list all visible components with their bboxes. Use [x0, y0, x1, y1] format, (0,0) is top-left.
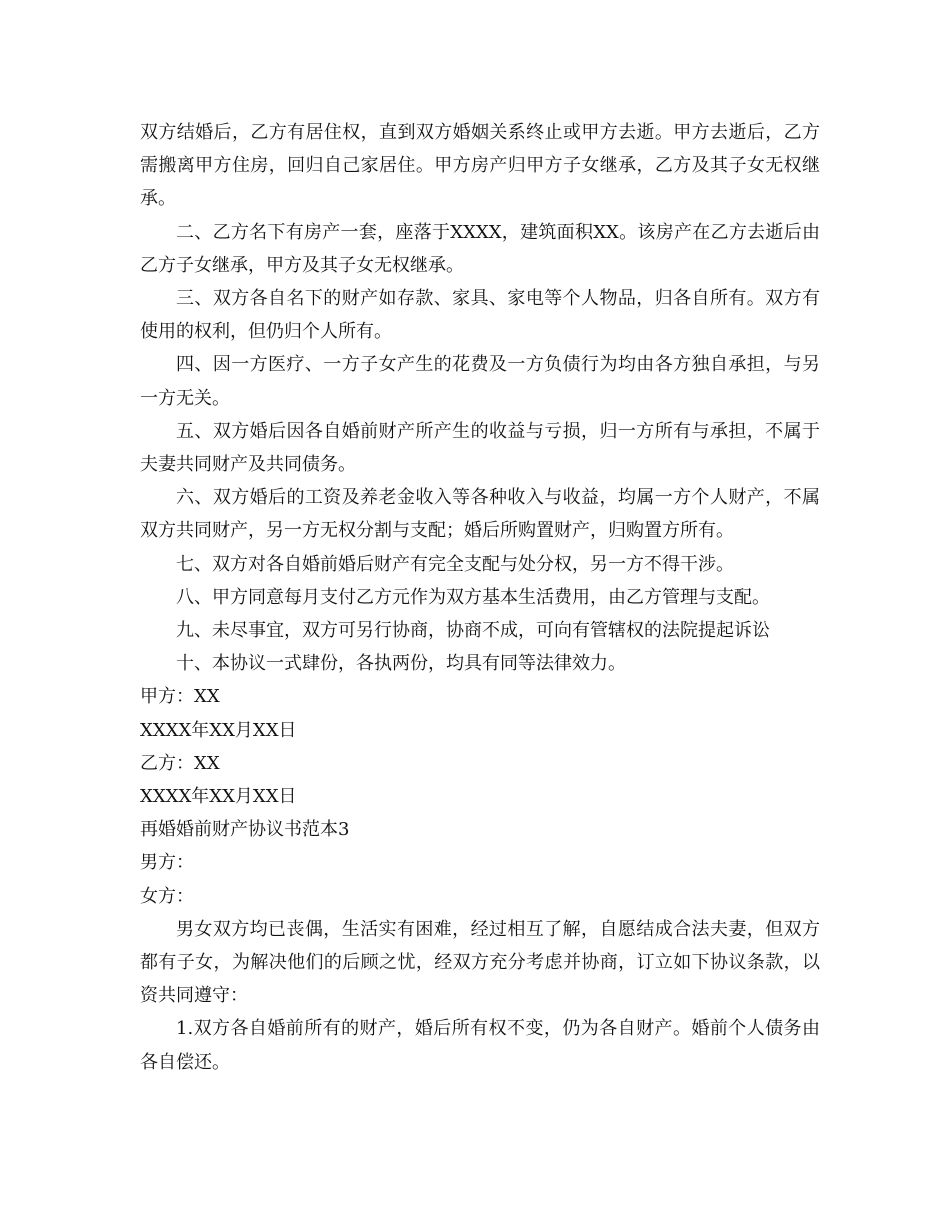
- clause-7: 七、双方对各自婚前婚后财产有完全支配与处分权，另一方不得干涉。: [176, 553, 734, 575]
- party-b-date: XXXX年XX月XX日: [140, 786, 297, 808]
- document-body: [140, 116, 820, 1079]
- party-a-signature: 甲方：XX: [140, 686, 220, 708]
- clause-10: 十、本协议一式肆份，各执两份，均具有同等法律效力。: [176, 653, 626, 675]
- clause-6: 六、双方婚后的工资及养老金收入等各种收入与收益，均属一方个人财产，不属双方共同财产，另一方无权分割与支配；婚后所购置财产，归购置方所有。: [140, 487, 820, 542]
- intro-paragraph: 男女双方均已丧偶，生活实有困难，经过相互了解，自愿结成合法夫妻，但双方都有子女，为解决他们的后顾之忧，经双方充分考虑并协商，订立如下协议条款，以资共同遵守：: [140, 918, 820, 1007]
- clause-1: 1.双方各自婚前所有的财产，婚后所有权不变，仍为各自财产。婚前个人债务由各自偿还。: [140, 1018, 820, 1073]
- female-label: 女方：: [140, 885, 194, 907]
- section-title: 再婚婚前财产协议书范本3: [140, 819, 350, 841]
- clause-4: 四、因一方医疗、一方子女产生的花费及一方负债行为均由各方独自承担，与另一方无关。: [140, 354, 820, 409]
- clause-3: 三、双方各自名下的财产如存款、家具、家电等个人物品，归各自所有。双方有使用的权利，但仍归个人所有。: [140, 288, 820, 343]
- party-a-date: XXXX年XX月XX日: [140, 719, 297, 741]
- party-b-signature: 乙方：XX: [140, 752, 220, 774]
- clause-8: 八、甲方同意每月支付乙方元作为双方基本生活费用，由乙方管理与支配。: [176, 586, 770, 608]
- paragraph-continuation: 双方结婚后，乙方有居住权，直到双方婚姻关系终止或甲方去逝。甲方去逝后，乙方需搬离甲方住房，回归自己家居住。甲方房产归甲方子女继承，乙方及其子女无权继承。: [140, 122, 820, 210]
- clause-2: 二、乙方名下有房产一套，座落于XXXX，建筑面积XX。该房产在乙方去逝后由乙方子女继承，甲方及其子女无权继承。: [140, 221, 820, 276]
- clause-5: 五、双方婚后因各自婚前财产所产生的收益与亏损，归一方所有与承担，不属于夫妻共同财产及共同债务。: [140, 420, 820, 476]
- clause-9: 九、未尽事宜，双方可另行协商，协商不成，可向有管辖权的法院提起诉讼: [176, 620, 770, 642]
- male-label: 男方：: [140, 852, 194, 874]
